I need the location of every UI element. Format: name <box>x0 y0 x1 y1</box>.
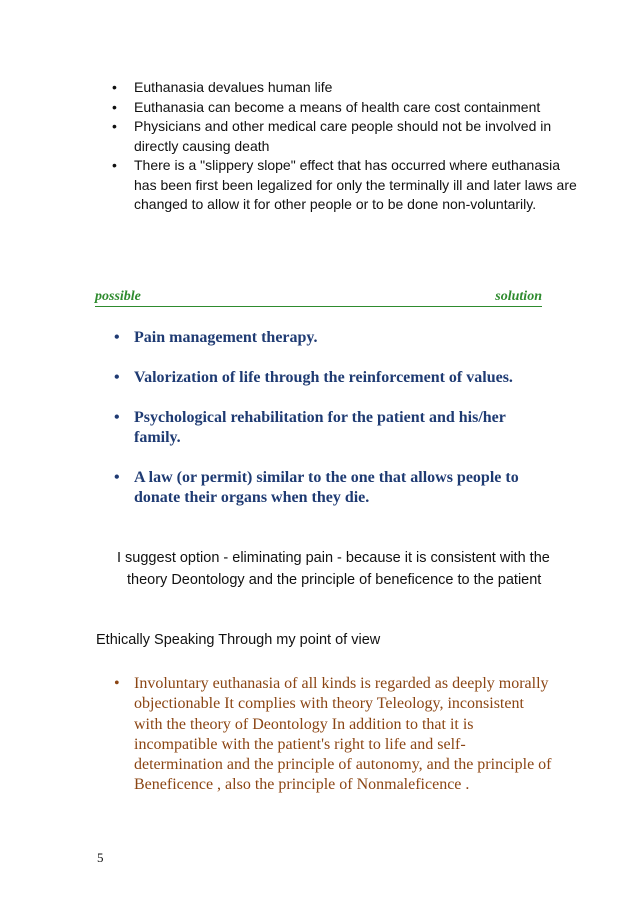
list-item <box>112 117 582 156</box>
heading-word-possible: possible <box>95 289 141 304</box>
solution-text: A law (or permit) similar to the one that allows people to donate their organs when they die. <box>134 469 519 506</box>
solution-text: Psychological rehabilitation for the patient and his/her family. <box>134 409 506 446</box>
list-item <box>114 328 554 348</box>
solution-text: Valorization of life through the reinforcement of values. <box>134 369 513 386</box>
bullet-icon: • <box>112 118 117 134</box>
bullet-icon: • <box>112 98 117 115</box>
argument-text: Euthanasia devalues human life <box>134 79 333 95</box>
list-item <box>114 674 554 796</box>
page-number: 5 <box>97 850 104 865</box>
suggestion-line: I suggest option - eliminating pain - because it is consistent with the <box>117 550 550 566</box>
arguments-list <box>112 78 582 215</box>
bullet-icon: • <box>112 79 117 95</box>
list-item <box>114 468 554 508</box>
list-item <box>112 98 582 118</box>
heading-underline <box>95 306 542 307</box>
solution-text: Pain management therapy. <box>134 329 318 346</box>
ethics-heading: Ethically Speaking Through my point of view <box>96 632 381 648</box>
argument-text: There is a "slippery slope" effect that has occurred where euthanasia has been first been legalized for only the terminally ill and later laws are changed to allow it for other people or to be done non-voluntarily. <box>134 157 577 212</box>
list-item <box>114 368 554 388</box>
bullet-icon: • <box>114 369 120 386</box>
argument-text: Physicians and other medical care people should not be involved in directly causing death <box>134 118 552 154</box>
bullet-icon: • <box>114 469 120 486</box>
ethics-text: Involuntary euthanasia of all kinds is regarded as deeply morally objectionable It complies with theory Teleology, inconsistent with the theory of Deontology In addition to that it is incompatible with the patient's right to life and self-determination and the principle of autonomy, and the principle of Beneficence , also the principle of Nonmaleficence . <box>134 675 552 794</box>
argument-text: Euthanasia can become a means of health care cost containment <box>134 98 541 115</box>
suggestion-paragraph <box>117 547 607 591</box>
possible-solution-heading <box>95 289 542 309</box>
solutions-list <box>114 328 554 528</box>
bullet-icon: • <box>114 675 120 692</box>
bullet-icon: • <box>114 409 120 426</box>
ethics-list <box>114 674 554 796</box>
list-item <box>112 156 582 215</box>
list-item <box>114 408 554 448</box>
bullet-icon: • <box>112 157 117 173</box>
suggestion-line: theory Deontology and the principle of beneficence to the patient <box>127 572 542 588</box>
bullet-icon: • <box>114 329 120 346</box>
list-item <box>112 78 582 98</box>
heading-word-solution: solution <box>495 289 542 304</box>
